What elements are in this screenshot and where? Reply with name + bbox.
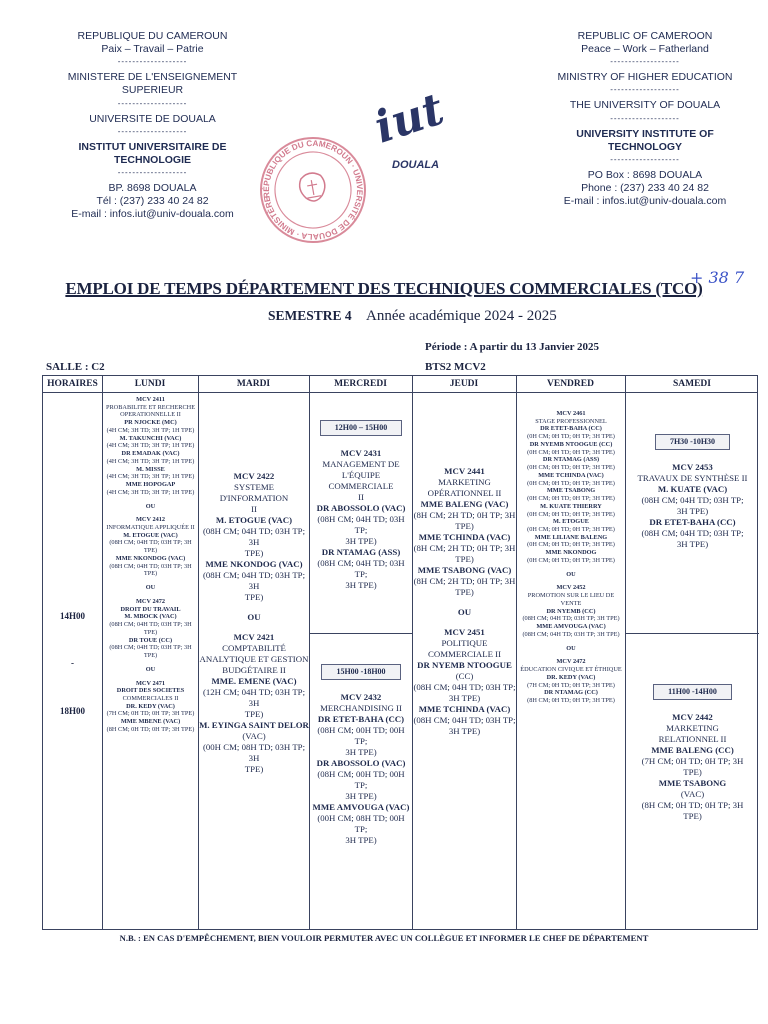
separator: ------------------- — [610, 154, 680, 164]
semestre: SEMESTRE 4 — [268, 308, 352, 323]
course-hours: (00H CM; 08H TD; 00H TP; — [317, 812, 405, 834]
course-line: M. ETOGUE (VAC) — [215, 514, 293, 525]
course-line: 3H TPE) — [448, 725, 481, 736]
course-code: MCV 2452 — [556, 584, 586, 592]
country-fr: REPUBLIQUE DU CAMEROUN — [77, 30, 228, 42]
course-hours: (08H CM; 04H TD; 03H TP; — [317, 513, 405, 535]
course-hours: (08H CM; 04H TD; 03H TP; — [413, 681, 516, 692]
page-title — [0, 279, 768, 299]
course-code: MCV 2412 — [135, 516, 166, 524]
course-hours: (08H CM; 04H TD; 03H TP; 3H TPE) — [109, 644, 192, 660]
institute-en: UNIVERSITY INSTITUTE OF TECHNOLOGY — [576, 127, 714, 153]
course-line: MME TSABONG — [546, 487, 596, 495]
course-line: MME AMVOUGA (VAC) — [536, 623, 606, 631]
time-slot-box: 15H00 -18H00 — [321, 664, 400, 680]
course-line: M. TAKUNCHI (VAC) — [119, 434, 182, 442]
email-en: E-mail : infos.iut@univ-douala.com — [563, 195, 727, 207]
course-line: DR. KEDY (VAC) — [126, 702, 175, 710]
logo-text: iut — [368, 83, 450, 154]
course-line: MME HOPOGAP — [125, 481, 176, 489]
course-line: M. EYINGA SAINT DELOR — [199, 719, 309, 730]
or-separator: OU — [145, 584, 156, 592]
course-hours: (08H CM; 04H TD; 03H TP; — [413, 714, 516, 725]
course-line: DR NYEMB (CC) — [546, 607, 596, 615]
course-hours: (08H CM; 04H TD; 03H TP; — [317, 557, 405, 579]
course-hours: (08H CM; 04H TD; 03H TP; — [641, 494, 744, 505]
course-line: SYSTEME D'INFORMATION — [219, 481, 289, 503]
course-line: DR NTAMAG (ASS) — [321, 546, 401, 557]
course-line: 3H TPE) — [345, 579, 377, 590]
course-line: DR. KEDY (VAC) — [546, 673, 596, 681]
course-hours: (08H CM; 00H TD; 00H TP; — [317, 768, 405, 790]
course-line: TPE) — [683, 810, 702, 821]
course-line: TPE) — [455, 553, 474, 564]
course-hours: (4H CM; 3H TD; 3H TP; 1H TPE) — [106, 442, 195, 450]
course-line: M. KUATE THIERRY — [540, 502, 602, 510]
course-code: MCV 2471 — [135, 679, 166, 687]
course-hours: (8H CM; 0H TD; 0H TP; 3H TPE) — [106, 725, 195, 733]
course-line: COMPTABILITÉ — [222, 642, 286, 653]
cell-mardi — [199, 471, 309, 775]
or-separator: OU — [566, 570, 576, 578]
course-line: M. MISSE — [136, 465, 165, 473]
svg-text:RÉPUBLIQUE DU CAMEROUN · UNIVE — [258, 105, 368, 250]
course-code: MCV 2461 — [556, 410, 586, 417]
course-line: M. MBOCK (VAC) — [124, 613, 177, 621]
course-hours: (08H CM; 04H TD; 03H TP; 3H — [202, 525, 306, 547]
course-hours: (0H CM; 0H TD; 0H TP; 3H TPE) — [527, 464, 615, 472]
course-line: MARKETING — [438, 476, 491, 487]
course-line: OPERATIONNELLE II — [120, 411, 181, 419]
footer-note: N.B. : EN CAS D'EMPÊCHEMENT, BIEN VOULOIR PERMUTER AVEC UN COLLÈGUE ET INFORMER LE CHEF DE DÉPARTEMENT — [119, 933, 649, 943]
header-left — [55, 30, 250, 221]
course-hours: (4H CM; 3H TD; 3H TP; 1H TPE) — [106, 488, 195, 496]
course-line: TPE) — [455, 586, 474, 597]
course-line: DR TOUE (CC) — [128, 636, 173, 644]
course-line: RELATIONNEL II — [658, 733, 727, 744]
course-code: MCV 2432 — [340, 692, 382, 702]
course-hours: (VAC) — [242, 730, 266, 741]
course-hours: (8H CM; 0H TD; 0H TP; 3H TPE) — [527, 696, 615, 704]
course-line: MANAGEMENT DE — [322, 458, 400, 469]
hour-end: 18H00 — [59, 706, 85, 716]
col-header-lundi: LUNDI — [134, 379, 166, 389]
course-line: DR NTAMAG (ASS) — [542, 456, 600, 464]
or-separator: OU — [247, 611, 261, 622]
course-hours: (0H CM; 0H TD; 0H TP; 3H TPE) — [527, 510, 615, 518]
course-hours: (4H CM; 3H TD; 3H TP; 1H TPE) — [106, 473, 195, 481]
cell-mercredi-bottom — [310, 664, 412, 846]
institute-fr: INSTITUT UNIVERSITAIRE DE TECHNOLOGIE — [78, 140, 227, 166]
course-line: DR ETET-BAHA (CC) — [649, 516, 736, 527]
official-seal-stamp — [258, 105, 368, 275]
course-line: TPE) — [244, 763, 264, 774]
course-code: MCV 2411 — [136, 396, 165, 403]
or-separator: OU — [566, 644, 576, 652]
time-slot-box: 12H00 – 15H00 — [320, 420, 402, 436]
svg-text:+ 38 7: + 38 7 — [690, 268, 745, 287]
tel-en: Phone : (237) 233 40 24 82 — [581, 181, 709, 194]
course-line: 3H TPE) — [676, 538, 709, 549]
timetable — [42, 375, 758, 930]
course-line: TPE) — [244, 591, 264, 602]
course-line: M. KUATE (VAC) — [657, 483, 728, 494]
classe: BTS2 MCV2 — [425, 361, 486, 373]
iut-logo — [368, 80, 450, 180]
course-line: DR EMADAK (VAC) — [121, 450, 180, 458]
motto-fr: Paix – Travail – Patrie — [101, 43, 204, 56]
course-line: MME BALENG (CC) — [651, 744, 734, 755]
course-line: TPE) — [244, 708, 264, 719]
course-line: II — [251, 503, 257, 514]
cell-lundi — [103, 396, 198, 734]
course-hours: (0H CM; 0H TD; 0H TP; 3H TPE) — [527, 448, 615, 456]
course-line: BUDGÉTAIRE II — [222, 664, 286, 675]
cell-samedi-top — [626, 434, 759, 550]
hour-dash: - — [71, 658, 74, 668]
cell-vendredi — [517, 410, 625, 705]
course-hours: (4H CM; 3H TD; 3H TP; 1H TPE) — [106, 457, 195, 465]
course-code: MCV 2422 — [233, 471, 275, 481]
course-line: TRAVAUX DE SYNTHÈSE II — [637, 472, 748, 483]
course-hours: (7H CM; 0H TD; 0H TP; 3H TPE) — [106, 710, 195, 718]
country-en: REPUBLIC OF CAMEROON — [577, 30, 713, 42]
course-line: DR NYEMB NTOOGUE — [417, 659, 512, 670]
mercredi-split — [309, 633, 412, 634]
course-hours: (08H CM; 04H TD; 03H TP; 3H TPE) — [109, 621, 192, 636]
course-line: 3H TPE) — [345, 535, 377, 546]
course-hours: (0H CM; 0H TD; 0H TP; 3H TPE) — [527, 479, 615, 487]
course-hours: (7H CM; 0H TD; 0H TP; 3H TPE) — [527, 681, 615, 689]
course-line: MME AMVOUGA (VAC) — [312, 801, 410, 812]
course-line: MME BALENG (VAC) — [420, 498, 509, 509]
course-line: 3H TPE) — [448, 692, 481, 703]
col-header-vendredi: VENDRED — [547, 379, 594, 389]
ministry-en: MINISTRY OF HIGHER EDUCATION — [557, 71, 733, 84]
header-right — [545, 30, 745, 208]
course-line: MME TCHINDA (VAC) — [418, 531, 511, 542]
separator: ------------------- — [117, 57, 188, 67]
separator: ------------------- — [117, 126, 188, 136]
course-line: INFORMATIQUE APPLIQUÉE II — [106, 524, 195, 532]
col-header-samedi: SAMEDI — [672, 379, 711, 389]
course-line: II — [358, 491, 364, 502]
annee-academique: Année académique 2024 - 2025 — [366, 308, 557, 324]
separator: ------------------- — [117, 98, 188, 108]
course-hours: (0H CM; 0H TD; 0H TP; 3H TPE) — [527, 433, 615, 441]
cell-samedi-bottom — [626, 684, 759, 822]
course-line: DR NTAMAG (CC) — [544, 689, 598, 697]
course-line: OPÉRATIONNEL II — [427, 487, 502, 498]
university-fr: UNIVERSITE DE DOUALA — [89, 112, 216, 125]
header-divider — [43, 392, 757, 393]
course-line: ÉDUCATION CIVIQUE ET ÉTHIQUE — [520, 666, 622, 674]
course-hours: (8H CM; 2H TD; 0H TP; 3H — [413, 509, 516, 520]
course-line: MERCHANDISING II — [320, 702, 402, 713]
course-line: 3H TPE) — [345, 746, 377, 757]
course-line: POLITIQUE — [441, 637, 488, 648]
course-hours: (08H CM; 04H TD; 03H TP; 3H — [202, 569, 306, 591]
title-text: EMPLOI DE TEMPS DÉPARTEMENT DES TECHNIQUES COMMERCIALES (TCO) — [65, 279, 703, 298]
course-line: 3H TPE) — [676, 505, 709, 516]
samedi-split — [625, 633, 759, 634]
course-hours: (7H CM; 0H TD; 0H TP; 3H — [641, 755, 744, 766]
course-line: MME TSABONG — [658, 777, 727, 788]
course-line: MARKETING — [666, 722, 719, 733]
course-line: DR ABOSSOLO (VAC) — [316, 757, 406, 768]
course-line: MME LILIANE BALENG — [534, 533, 608, 541]
course-line: COMMERCIALES II — [122, 694, 179, 702]
col-header-horaires: HORAIRES — [47, 379, 98, 389]
course-hours: (VAC) — [680, 788, 705, 799]
col-header-jeudi: JEUDI — [449, 379, 479, 389]
course-code: MCV 2472 — [135, 597, 166, 605]
bp-fr: BP. 8698 DOUALA — [108, 181, 197, 194]
bp-en: PO Box : 8698 DOUALA — [587, 168, 703, 181]
salle: SALLE : C2 — [46, 361, 105, 373]
course-line: MME MBENE (VAC) — [120, 718, 181, 726]
tel-fr: Tél : (237) 233 40 24 82 — [96, 195, 209, 207]
course-code: MCV 2441 — [444, 466, 485, 476]
course-line: MME TCHINDA (VAC) — [418, 703, 511, 714]
periode: Période : A partir du 13 Janvier 2025 — [425, 341, 600, 353]
course-line: ANALYTIQUE ET GESTION — [199, 653, 309, 664]
or-separator: OU — [457, 606, 472, 617]
course-hours: (0H CM; 0H TD; 0H TP; 3H TPE) — [527, 495, 615, 503]
course-line: DR NYEMB NTOOGUE (CC) — [529, 440, 613, 448]
or-separator: OU — [145, 665, 156, 673]
course-line: COMMERCIALE II — [427, 648, 502, 659]
course-hours: (08H CM; 00H TD; 00H TP; — [317, 724, 405, 746]
course-hours: (00H CM; 08H TD; 03H TP; 3H — [202, 741, 306, 763]
course-hours: (4H CM; 3H TD; 3H TP; 1H TPE) — [106, 426, 195, 434]
university-en: THE UNIVERSITY OF DOUALA — [569, 99, 721, 112]
course-code: MCV 2451 — [444, 626, 485, 637]
course-code: MCV 2453 — [672, 462, 713, 472]
or-separator: OU — [145, 502, 156, 510]
course-hours: (8H CM; 0H TD; 0H TP; 3H — [641, 799, 744, 810]
course-line: VENTE — [560, 599, 582, 607]
course-hours: (0H CM; 0H TD; 0H TP; 3H TPE) — [527, 541, 615, 549]
course-line: MME NKONDOG — [545, 549, 597, 557]
seal-text: RÉPUBLIQUE DU CAMEROUN · UNIVERSITÉ DE DOUALA · MINISTÈRE — [261, 138, 365, 242]
course-line: TPE) — [683, 766, 702, 777]
course-line: M. ETOGUE (VAC) — [123, 531, 178, 539]
course-line: DR ABOSSOLO (VAC) — [316, 502, 406, 513]
col-header-mercredi: MERCREDI — [334, 379, 387, 389]
ministry-fr: MINISTERE DE L'ENSEIGNEMENT SUPERIEUR — [67, 71, 238, 97]
course-hours: (08H CM; 04H TD; 03H TP; 3H TPE) — [522, 615, 620, 623]
separator: ------------------- — [117, 167, 188, 177]
course-line: STAGE PROFESSIONNEL — [535, 417, 607, 425]
course-line: MME NKONDOG (VAC) — [115, 554, 186, 562]
course-code: MCV 2442 — [672, 712, 713, 722]
course-line: L'ÉQUIPE COMMERCIALE — [328, 469, 394, 491]
course-hours: (0H CM; 0H TD; 0H TP; 3H TPE) — [527, 556, 615, 564]
cell-mercredi-top — [310, 420, 412, 591]
course-code: MCV 2472 — [556, 658, 586, 666]
course-hours: (0H CM; 0H TD; 0H TP; 3H TPE) — [527, 526, 615, 534]
course-hours: (08H CM; 04H TD; 03H TP; — [641, 527, 744, 538]
course-line: M. ETOGUE — [553, 518, 589, 526]
course-hours: (08H CM; 04H TD; 03H TP; 3H TPE) — [109, 539, 192, 555]
course-line: MME TSABONG (VAC) — [417, 564, 512, 575]
logo-subtext: DOUALA — [392, 159, 440, 171]
email-fr: E-mail : infos.iut@univ-douala.com — [71, 208, 234, 221]
course-hours: (8H CM; 2H TD; 0H TP; 3H — [413, 542, 516, 553]
time-slot-box: 7H30 -10H30 — [655, 434, 730, 450]
course-line: TPE) — [244, 547, 264, 558]
course-line: DR ETET-BAHA (CC) — [317, 713, 405, 724]
hour-start: 14H00 — [59, 611, 85, 621]
course-line: DROIT DU TRAVAIL — [120, 605, 181, 613]
course-hours: (8H CM; 2H TD; 0H TP; 3H — [413, 575, 516, 586]
cell-jeudi — [413, 466, 516, 737]
course-hours: (08H CM; 04H TD; 03H TP; 3H TPE) — [522, 630, 620, 638]
separator: ------------------- — [610, 57, 680, 67]
course-line: DR ETET-BAHA (CC) — [540, 425, 602, 433]
course-hours: (08H CM; 04H TD; 03H TP; 3H TPE) — [109, 562, 192, 578]
course-line: MME NKONDOG (VAC) — [205, 558, 303, 569]
motto-en: Peace – Work – Fatherland — [581, 43, 709, 56]
course-line: PROMOTION SUR LE LIEU DE — [527, 592, 615, 600]
course-line: MME TCHINDA (VAC) — [538, 471, 604, 479]
course-line: 3H TPE) — [345, 834, 377, 845]
course-line: PR NJOCKE (MC) — [124, 419, 177, 427]
separator: ------------------- — [610, 85, 680, 95]
course-line: DROIT DES SOCIETES — [116, 687, 185, 695]
course-code: MCV 2421 — [233, 631, 275, 642]
course-hours: (CC) — [455, 670, 474, 681]
course-line: MME. EMENE (VAC) — [211, 675, 297, 686]
col-header-mardi: MARDI — [236, 379, 271, 389]
separator: ------------------- — [610, 113, 680, 123]
course-hours: (12H CM; 04H TD; 03H TP; 3H — [202, 686, 306, 708]
course-line: TPE) — [455, 520, 474, 531]
time-slot-box: 11H00 -14H00 — [653, 684, 732, 700]
course-code: MCV 2431 — [340, 448, 382, 458]
course-line: 3H TPE) — [345, 790, 377, 801]
course-line: PROBABILITE ET RECHERCHE — [105, 403, 196, 411]
